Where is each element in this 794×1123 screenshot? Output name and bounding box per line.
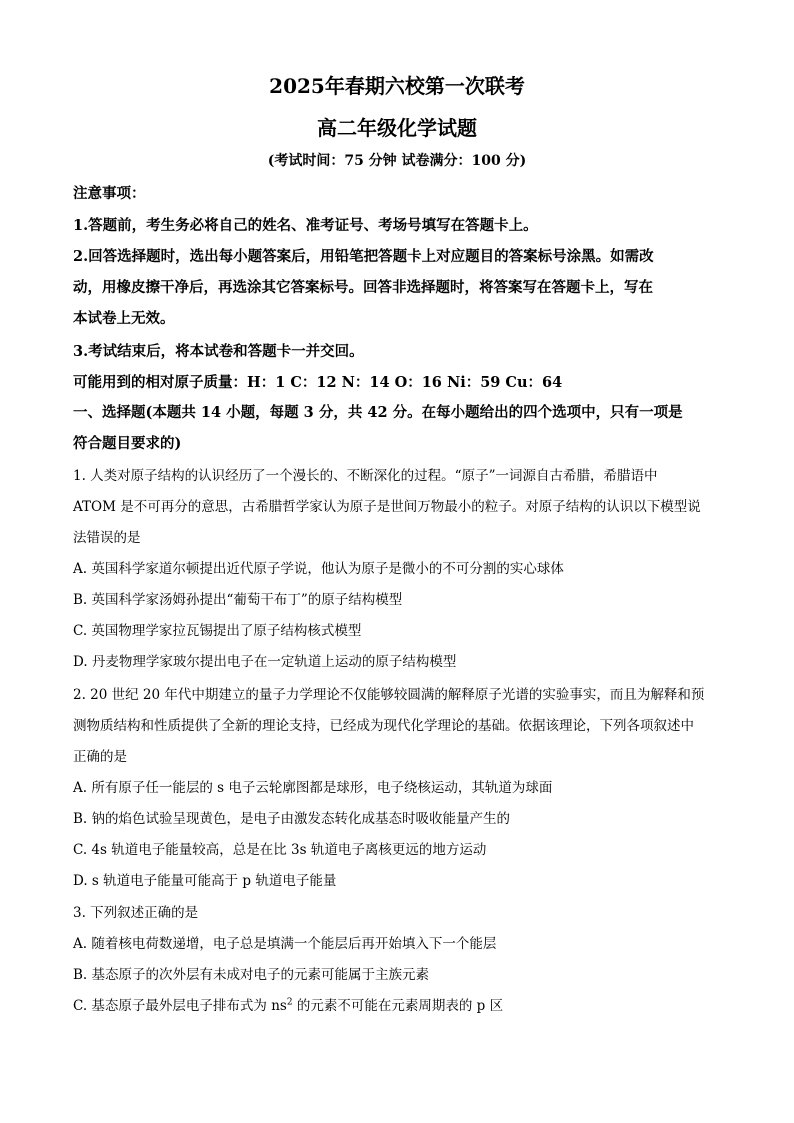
note-line: 2.回答选择题时，选出每小题答案后，用铅笔把答题卡上对应题目的答案标号涂黑。如需改	[73, 248, 654, 265]
question-3-stem: 3. 下列叙述正确的是	[73, 905, 199, 921]
question-2-stem: 正确的是	[73, 749, 127, 765]
atomic-mass-line: 可能用到的相对原子质量：H：1 C：12 N：14 O：16 Ni：59 Cu：64	[73, 374, 563, 391]
question-2-option-b: B. 钠的焰色试验呈现黄色，是电子由激发态转化成基态时吸收能量产生的	[73, 811, 511, 827]
question-1-option-c: C. 英国物理学家拉瓦锡提出了原子结构核式模型	[73, 623, 362, 639]
superscript: 2	[286, 997, 293, 1008]
question-1-stem: 法错误的是	[73, 530, 141, 546]
exam-info: (考试时间：75 分钟 试卷满分：100 分)	[267, 153, 527, 169]
exam-title: 2025年春期六校第一次联考	[269, 74, 525, 98]
question-2-option-a: A. 所有原子任一能层的 s 电子云轮廓图都是球形，电子绕核运动，其轨道为球面	[73, 780, 553, 796]
question-3-option-c	[73, 994, 723, 1014]
question-2-option-c: C. 4s 轨道电子能量较高，总是在比 3s 轨道电子离核更远的地方运动	[73, 842, 487, 858]
option-c-text: 的元素不可能在元素周期表的 p 区	[292, 998, 504, 1014]
question-2-stem: 测物质结构和性质提供了全新的理论支持，已经成为现代化学理论的基础。依据该理论，下列各项叙述中	[73, 718, 694, 734]
question-1-stem: 1. 人类对原子结构的认识经历了一个漫长的、不断深化的过程。“原子”一词源自古希腊，希腊语中	[73, 468, 658, 484]
question-1-option-d: D. 丹麦物理学家玻尔提出电子在一定轨道上运动的原子结构模型	[73, 654, 457, 670]
question-1-option-b: B. 英国科学家汤姆孙提出“葡萄干布丁”的原子结构模型	[73, 592, 403, 608]
option-c-text: C. 基态原子最外层电子排布式为 ns	[73, 998, 287, 1014]
question-1-option-a: A. 英国科学家道尔顿提出近代原子学说，他认为原子是微小的不可分割的实心球体	[73, 561, 564, 577]
section-heading: 一、选择题(本题共 14 小题，每题 3 分，共 42 分。在每小题给出的四个选项中，只有一项是	[73, 404, 683, 421]
section-heading: 符合题目要求的)	[73, 435, 182, 452]
question-1-stem: ATOM 是不可再分的意思，古希腊哲学家认为原子是世间万物最小的粒子。对原子结构的认识以下模型说	[73, 499, 701, 515]
note-line: 动，用橡皮擦干净后，再选涂其它答案标号。回答非选择题时，将答案写在答题卡上，写在	[73, 279, 653, 296]
note-line: 本试卷上无效。	[73, 310, 175, 327]
notes-heading: 注意事项：	[73, 185, 146, 202]
question-2-stem: 2. 20 世纪 20 年代中期建立的量子力学理论不仅能够较圆满的解释原子光谱的实验事实，而且为解释和预	[73, 687, 705, 703]
note-line: 3.考试结束后，将本试卷和答题卡一并交回。	[73, 343, 364, 360]
note-line: 1.答题前，考生务必将自己的姓名、准考证号、考场号填写在答题卡上。	[73, 217, 538, 234]
exam-subtitle: 高二年级化学试题	[317, 116, 477, 140]
question-3-option-b: B. 基态原子的次外层有未成对电子的元素可能属于主族元素	[73, 967, 430, 983]
question-2-option-d: D. s 轨道电子能量可能高于 p 轨道电子能量	[73, 873, 337, 889]
question-3-option-a: A. 随着核电荷数递增，电子总是填满一个能层后再开始填入下一个能层	[73, 936, 497, 952]
